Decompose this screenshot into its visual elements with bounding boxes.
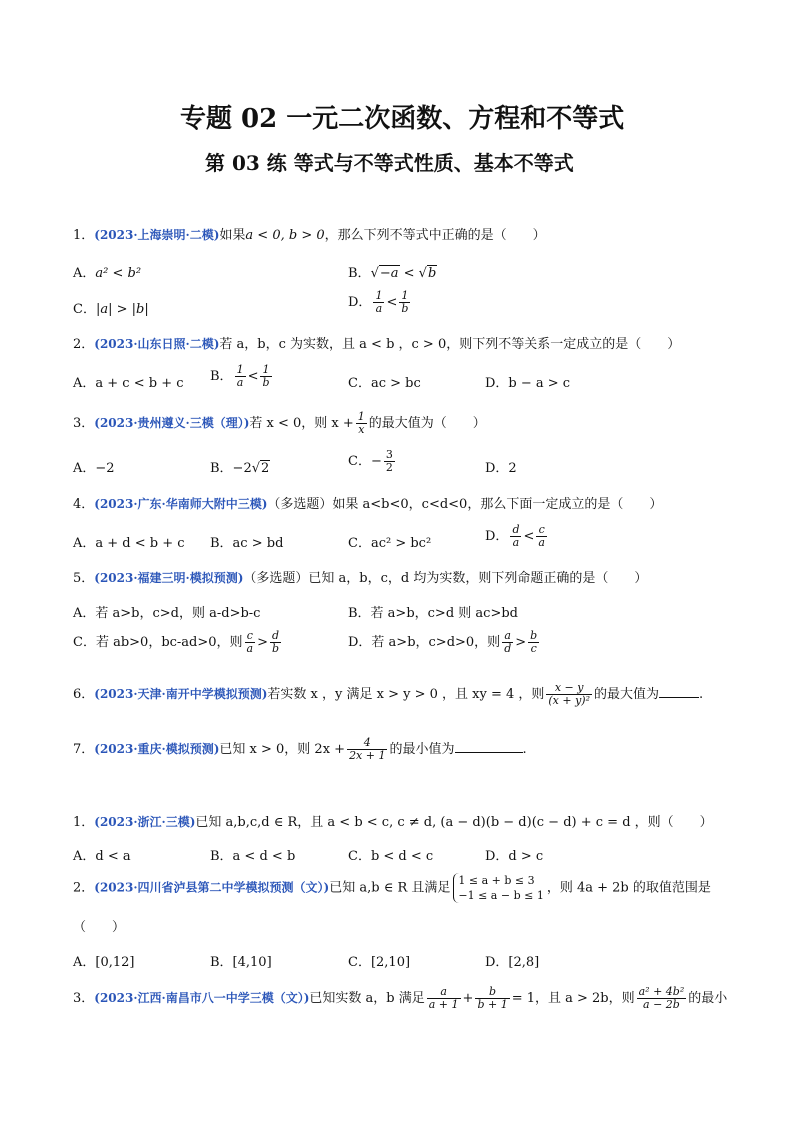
option-a[interactable]: A．−2 bbox=[73, 461, 115, 476]
plus-sign: + bbox=[462, 991, 474, 1006]
fraction: $\frac{\text{a² + 4b²}}{a - 2b}$ bbox=[638, 985, 685, 1011]
question-stem-end: 的最大值为（ ） bbox=[368, 416, 486, 431]
question-stem-end: ，那么下列不等式中正确的是（ ） bbox=[324, 228, 546, 243]
answer-blank[interactable] bbox=[455, 752, 523, 753]
question-stem-end: 的最大值为 bbox=[594, 687, 660, 702]
question-stem-end: 的最小 bbox=[688, 991, 728, 1006]
radicand: −a bbox=[379, 266, 399, 281]
question-2-3 bbox=[73, 986, 727, 1011]
question-number: 1． bbox=[73, 815, 95, 830]
option-expr: a² < b² bbox=[95, 266, 142, 281]
option-b[interactable] bbox=[348, 262, 437, 281]
question-stem: 已知 a,b ∈ R 且满足 bbox=[329, 880, 451, 896]
fraction: $\frac{d}{b}$ bbox=[272, 629, 280, 655]
option-c[interactable]: C．ac² > bc² bbox=[348, 536, 432, 551]
fraction: $\frac{c}{a}$ bbox=[246, 629, 254, 655]
option-label: D．若 a>b，c>d>0，则 bbox=[348, 635, 501, 650]
answer-paren: （ ） bbox=[73, 920, 126, 935]
option-a[interactable] bbox=[73, 262, 141, 281]
question-source: (2023·广东·华南师大附中三模) bbox=[94, 497, 268, 511]
question-source: (2023·山东日照·二模) bbox=[94, 337, 220, 351]
greater-than: > bbox=[257, 635, 269, 650]
sqrt-sign: √ bbox=[251, 461, 261, 476]
question-1 bbox=[73, 226, 546, 245]
option-label: C．− bbox=[348, 454, 382, 469]
option-c[interactable]: C．[2,10] bbox=[348, 955, 411, 970]
option-d[interactable] bbox=[348, 290, 412, 315]
question-stem: 已知 x > 0，则 2x + bbox=[219, 742, 346, 757]
question-stem: 已知实数 a，b 满足 bbox=[309, 991, 425, 1006]
question-source: (2023·上海崇明·二模) bbox=[94, 228, 220, 242]
question-stem: 如果 bbox=[219, 228, 246, 243]
question-number: 5． bbox=[73, 571, 95, 586]
option-d[interactable]: D．2 bbox=[485, 461, 517, 476]
option-a[interactable]: A．d < a bbox=[73, 849, 131, 864]
option-d[interactable]: D．d > c bbox=[485, 849, 544, 864]
question-stem: 若 x < 0，则 x + bbox=[249, 416, 354, 431]
answer-blank[interactable] bbox=[659, 697, 699, 698]
option-label: C． bbox=[73, 302, 96, 317]
option-a[interactable]: A．a + c < b + c bbox=[73, 376, 184, 391]
fraction: $\frac{x - y}{\text{(x + y)²}}$ bbox=[548, 681, 590, 707]
question-stem: 若实数 x ，y 满足 x > y > 0 ，且 xy = 4 ，则 bbox=[267, 687, 545, 702]
option-label: C．若 ab>0，bc-ad>0，则 bbox=[73, 635, 243, 650]
question-5 bbox=[73, 569, 647, 588]
option-d[interactable] bbox=[348, 630, 541, 655]
option-b[interactable]: B．ac > bd bbox=[210, 536, 284, 551]
option-expr: < √ bbox=[399, 266, 427, 281]
fraction: $\frac{3}{2}$ bbox=[385, 448, 393, 474]
question-2-2 bbox=[73, 873, 711, 903]
question-number: 7． bbox=[73, 742, 95, 757]
question-number: 2． bbox=[73, 337, 95, 352]
option-label: D． bbox=[348, 295, 372, 310]
fraction: $\frac{1}{a}$ bbox=[236, 363, 244, 389]
question-stem: 若 a，b，c 为实数，且 a < b ，c > 0，则下列不等关系一定成立的是（ ） bbox=[219, 337, 681, 352]
inequality-system: 1 ≤ a + b ≤ 3 −1 ≤ a − b ≤ 1 bbox=[453, 873, 543, 903]
option-label: B．−2 bbox=[210, 461, 252, 476]
option-label: B． bbox=[348, 266, 371, 281]
fraction: $\frac{4}{2x + 1}$ bbox=[349, 736, 386, 762]
period: . bbox=[522, 742, 527, 757]
question-7 bbox=[73, 737, 527, 762]
question-source: (2023·浙江·三模) bbox=[94, 815, 196, 829]
question-stem: （多选题）已知 a，b，c，d 均为实数，则下列命题正确的是（ ） bbox=[243, 571, 648, 586]
question-number: 3． bbox=[73, 416, 95, 431]
question-number: 4． bbox=[73, 497, 95, 512]
option-b[interactable] bbox=[210, 457, 270, 476]
page-title: 专题 02 一元二次函数、方程和不等式 bbox=[180, 104, 625, 134]
question-stem-mid: = 1，且 a > 2b，则 bbox=[511, 991, 635, 1006]
question-number: 6． bbox=[73, 687, 95, 702]
question-source: (2023·江西·南昌市八一中学三模（文）) bbox=[94, 991, 310, 1005]
question-source: (2023·天津·南开中学模拟预测) bbox=[94, 687, 268, 701]
question-condition: a < 0, b > 0 bbox=[245, 228, 325, 243]
option-label: B． bbox=[210, 369, 233, 384]
question-number: 1． bbox=[73, 228, 95, 243]
question-6 bbox=[73, 682, 703, 707]
option-c[interactable]: C．ac > bc bbox=[348, 376, 421, 391]
option-d[interactable] bbox=[485, 524, 549, 549]
question-stem: 已知 a,b,c,d ∈ R，且 a < b < c, c ≠ d, (a − d)(b − d)(c − d) + c = d ，则（ ） bbox=[195, 815, 713, 830]
greater-than: > bbox=[515, 635, 527, 650]
fraction: $\frac{1}{b}$ bbox=[401, 289, 409, 315]
page-subtitle: 第 03 练 等式与不等式性质、基本不等式 bbox=[205, 151, 574, 175]
question-number: 3． bbox=[73, 991, 95, 1006]
question-source: (2023·福建三明·模拟预测) bbox=[94, 571, 244, 585]
option-c[interactable]: C．b < d < c bbox=[348, 849, 434, 864]
question-stem: （多选题）如果 a<b<0，c<d<0，那么下面一定成立的是（ ） bbox=[267, 497, 663, 512]
fraction: $\frac{1}{a}$ bbox=[375, 289, 383, 315]
option-c[interactable] bbox=[73, 298, 149, 317]
question-number: 2． bbox=[73, 880, 95, 896]
question-source: (2023·重庆·模拟预测) bbox=[94, 742, 220, 756]
fraction: $\frac{b}{b + 1}$ bbox=[477, 985, 508, 1011]
question-2-1 bbox=[73, 813, 713, 832]
question-source: (2023·四川省泸县第二中学模拟预测（文）) bbox=[94, 880, 330, 895]
option-d[interactable]: D．[2,8] bbox=[485, 955, 540, 970]
question-stem-end: 的最小值为 bbox=[389, 742, 455, 757]
radicand: 2 bbox=[261, 461, 270, 476]
fraction: $\frac{d}{a}$ bbox=[512, 523, 520, 549]
radicand: b bbox=[427, 266, 437, 281]
fraction: $\frac{c}{a}$ bbox=[538, 523, 545, 549]
fraction: $\frac{b}{c}$ bbox=[530, 629, 538, 655]
fraction: $\frac{1}{x}$ bbox=[357, 410, 365, 436]
option-label: D． bbox=[485, 529, 509, 544]
option-b[interactable]: B．[4,10] bbox=[210, 955, 272, 970]
option-c[interactable] bbox=[73, 630, 283, 655]
less-than: < bbox=[247, 369, 259, 384]
option-b[interactable]: B．a < d < b bbox=[210, 849, 296, 864]
option-d[interactable]: D．b − a > c bbox=[485, 376, 571, 391]
option-b[interactable]: B．若 a>b，c>d 则 ac>bd bbox=[348, 606, 518, 621]
option-expr: |a| > |b| bbox=[95, 302, 149, 317]
question-3 bbox=[73, 411, 486, 436]
fraction: $\frac{a}{d}$ bbox=[504, 629, 512, 655]
option-a[interactable]: A．[0,12] bbox=[73, 955, 135, 970]
question-4 bbox=[73, 495, 662, 514]
option-c[interactable] bbox=[348, 449, 397, 474]
fraction: $\frac{1}{b}$ bbox=[262, 363, 270, 389]
option-label: A． bbox=[73, 266, 96, 281]
question-source: (2023·贵州遵义·三模（理）) bbox=[94, 416, 250, 430]
sqrt-sign: √ bbox=[370, 266, 379, 281]
option-a[interactable]: A．若 a>b，c>d，则 a-d>b-c bbox=[73, 606, 261, 621]
option-a[interactable]: A．a + d < b + c bbox=[73, 536, 185, 551]
fraction: $\frac{a}{a + 1}$ bbox=[428, 985, 459, 1011]
less-than: < bbox=[386, 295, 398, 310]
option-b[interactable] bbox=[210, 364, 274, 389]
period: . bbox=[699, 687, 704, 702]
question-stem-end: ，则 4a + 2b 的取值范围是 bbox=[546, 880, 711, 896]
less-than: < bbox=[523, 529, 535, 544]
question-2 bbox=[73, 335, 680, 354]
